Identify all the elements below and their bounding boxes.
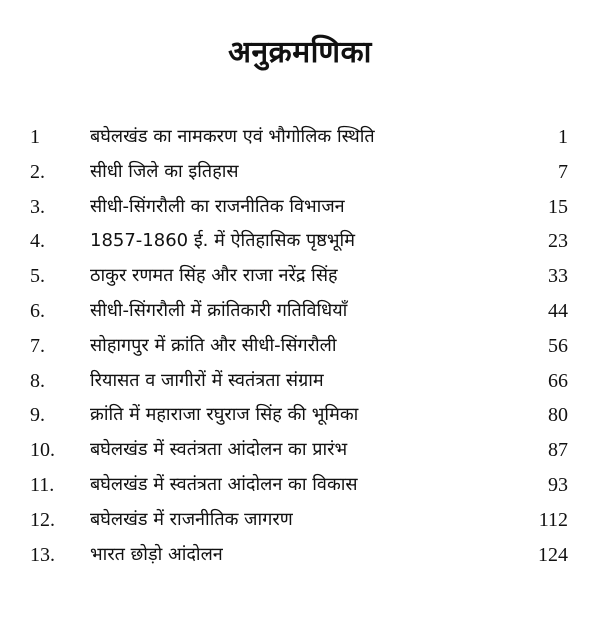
toc-entry-number: 13. [30, 543, 55, 566]
toc-entry-page: 33 [548, 265, 568, 288]
toc-entry-page: 1 [558, 126, 568, 148]
toc-entry-title: भारत छोड़ो आंदोलन [90, 543, 223, 565]
toc-entry-4 [30, 226, 570, 261]
toc-entry-number: 1 [30, 126, 40, 148]
toc-entry-page: 80 [548, 404, 568, 427]
toc-entry-8 [30, 366, 570, 401]
page-title: अनुक्रमणिका [228, 35, 372, 70]
toc-entry-13 [30, 540, 570, 575]
toc-entry-title: ठाकुर रणमत सिंह और राजा नरेंद्र सिंह [90, 265, 338, 287]
toc-entry-page: 15 [548, 195, 568, 218]
toc-entry-2 [30, 157, 570, 192]
toc-entry-3 [30, 192, 570, 227]
toc-entry-title: सीधी जिले का इतिहास [90, 160, 239, 182]
toc-entry-page: 56 [548, 334, 568, 357]
toc-entry-10 [30, 435, 570, 470]
toc-entry-title: रियासत व जागीरों में स्वतंत्रता संग्राम [90, 369, 324, 391]
toc-entry-7 [30, 331, 570, 366]
toc-entry-page: 112 [538, 508, 568, 531]
table-of-contents [30, 122, 570, 574]
toc-entry-number: 2. [30, 160, 45, 183]
toc-entry-5 [30, 261, 570, 296]
toc-entry-number: 9. [30, 404, 45, 427]
toc-entry-page: 87 [548, 439, 568, 462]
toc-entry-title: सोहागपुर में क्रांति और सीधी-सिंगरौली [90, 334, 337, 356]
toc-entry-page: 23 [548, 230, 568, 253]
toc-entry-12 [30, 505, 570, 540]
toc-entry-page: 7 [558, 160, 568, 183]
toc-entry-title: 1857-1860 ई. में ऐतिहासिक पृष्ठभूमि [90, 230, 355, 252]
toc-entry-6 [30, 296, 570, 331]
toc-entry-title: बघेलखंड का नामकरण एवं भौगोलिक स्थिति [90, 126, 375, 147]
toc-entry-1 [30, 122, 570, 157]
toc-entry-number: 8. [30, 369, 45, 392]
toc-entry-page: 66 [548, 369, 568, 392]
toc-entry-title: सीधी-सिंगरौली का राजनीतिक विभाजन [90, 195, 345, 217]
toc-entry-number: 10. [30, 439, 55, 462]
toc-entry-page: 93 [548, 473, 568, 496]
toc-entry-title: बघेलखंड में राजनीतिक जागरण [90, 508, 293, 530]
toc-entry-number: 6. [30, 299, 45, 322]
toc-entry-page: 124 [538, 543, 568, 566]
toc-entry-number: 3. [30, 195, 45, 218]
toc-entry-number: 7. [30, 334, 45, 357]
toc-entry-title: बघेलखंड में स्वतंत्रता आंदोलन का विकास [90, 473, 358, 495]
toc-entry-9 [30, 400, 570, 435]
toc-entry-number: 12. [30, 508, 55, 531]
toc-entry-number: 5. [30, 265, 45, 288]
toc-entry-11 [30, 470, 570, 505]
toc-entry-title: बघेलखंड में स्वतंत्रता आंदोलन का प्रारंभ [90, 439, 348, 461]
toc-entry-number: 4. [30, 230, 45, 253]
toc-entry-title: क्रांति में महाराजा रघुराज सिंह की भूमिका [90, 404, 359, 426]
toc-entry-title: सीधी-सिंगरौली में क्रांतिकारी गतिविधियाँ [90, 299, 348, 321]
toc-entry-page: 44 [548, 299, 568, 322]
toc-entry-number: 11. [30, 473, 55, 496]
